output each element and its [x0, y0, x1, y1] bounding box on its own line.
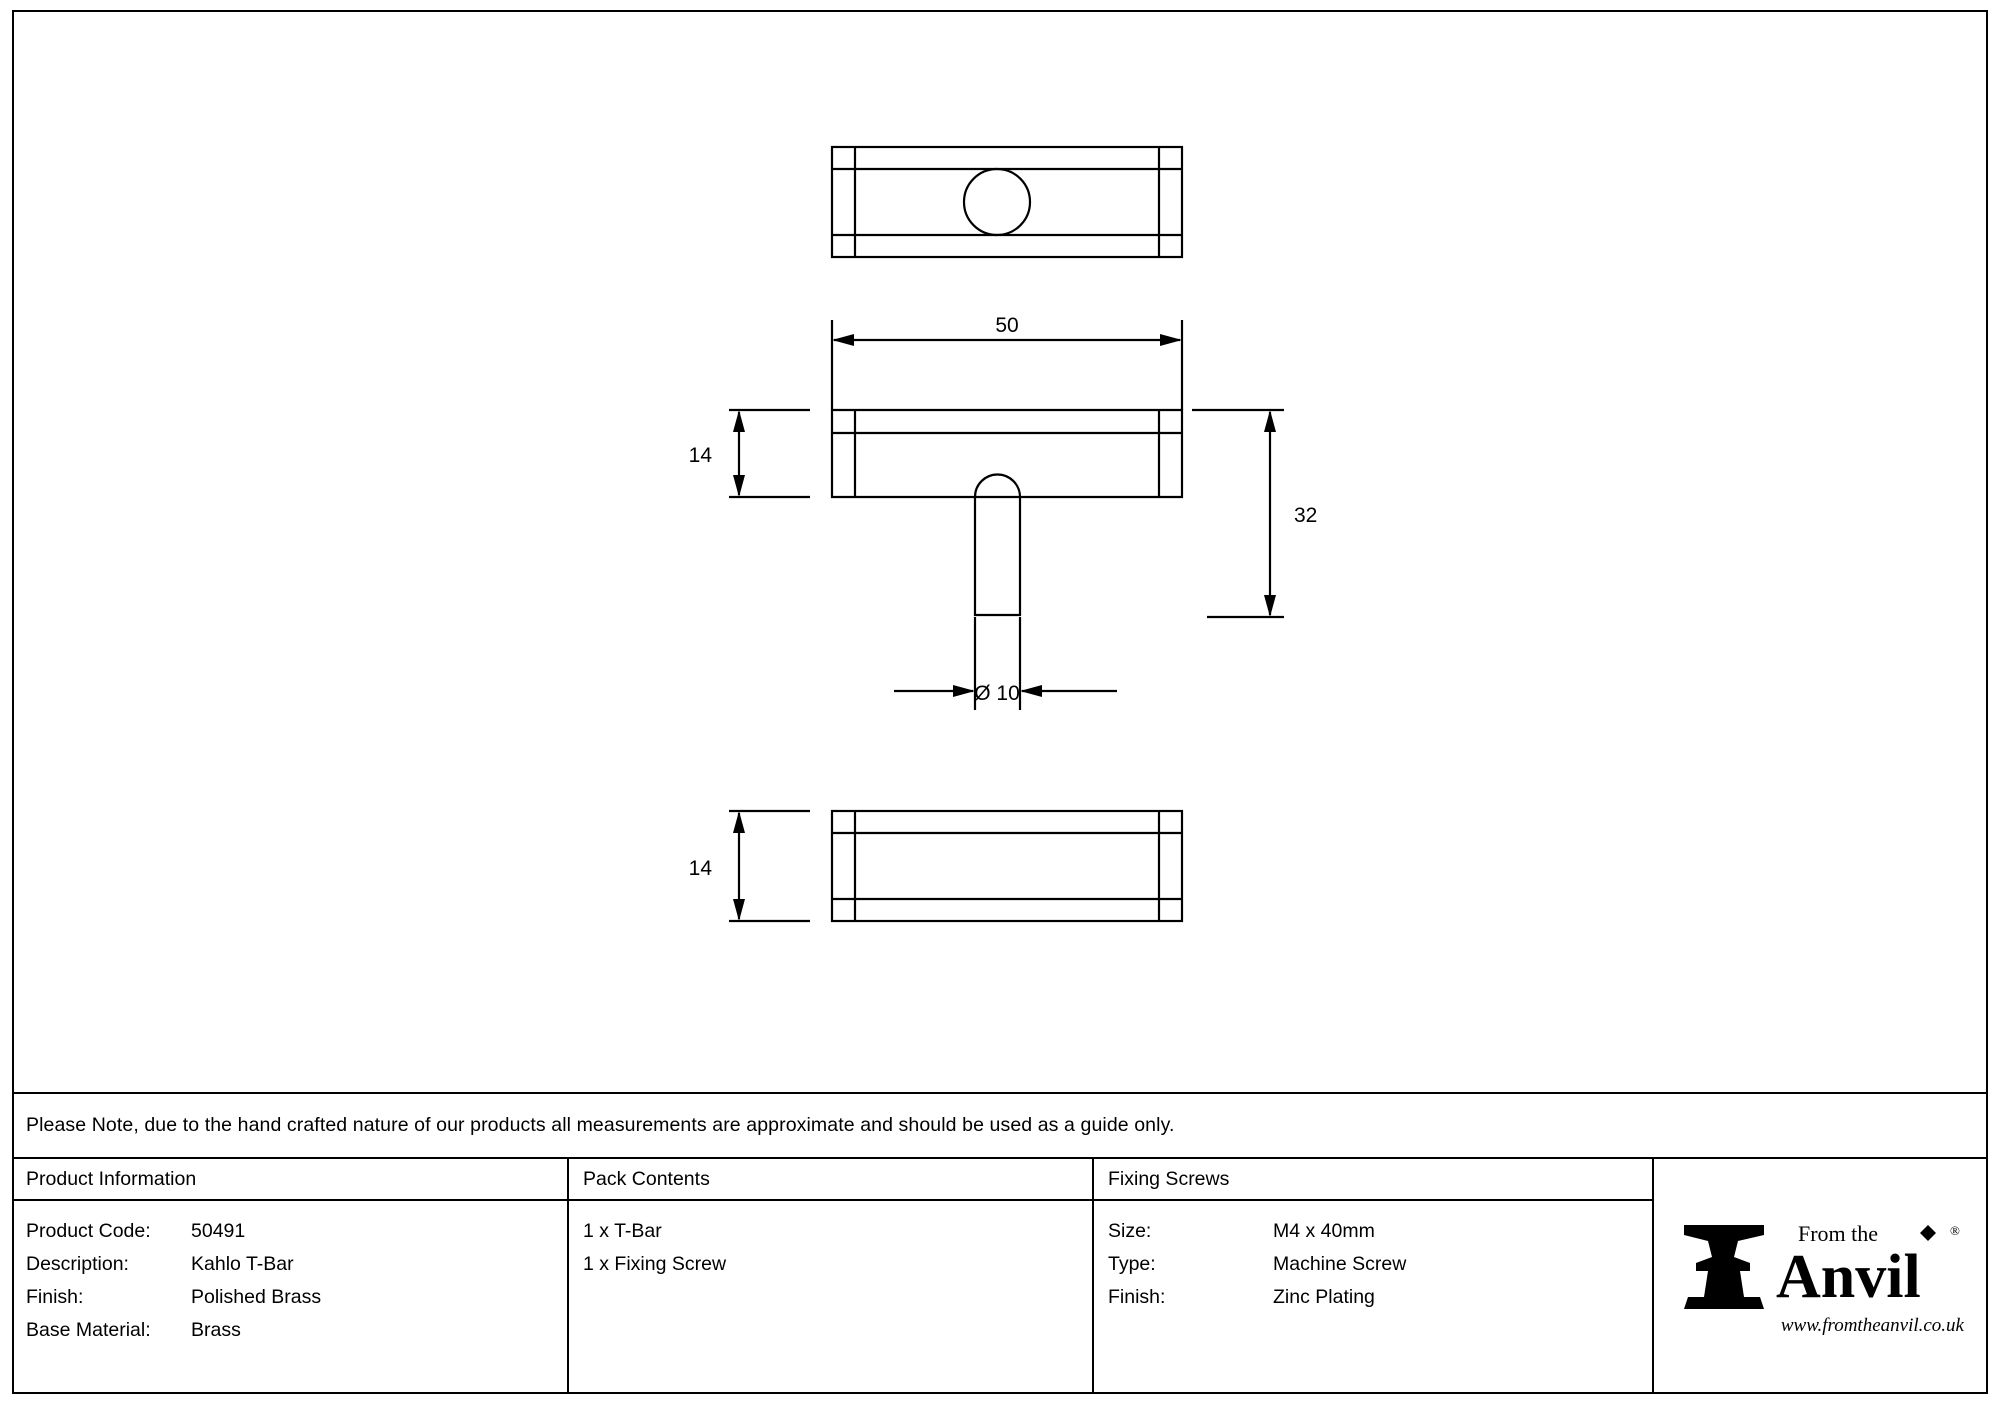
- fixing-screws-panel: [1094, 1159, 1654, 1394]
- dimension-label-diameter: Ø 10: [974, 682, 1020, 705]
- row-key: Description:: [26, 1253, 129, 1275]
- dimension-label-height-top: 14: [688, 444, 712, 467]
- fixing-screws-title: Fixing Screws: [1108, 1168, 1230, 1190]
- table-row: [1108, 1281, 1652, 1314]
- row-value: Polished Brass: [191, 1286, 322, 1308]
- dimension-height-32: [1192, 410, 1284, 617]
- row-key: Base Material:: [26, 1319, 151, 1341]
- table-row: [26, 1314, 567, 1347]
- pack-contents-title: Pack Contents: [583, 1168, 710, 1190]
- logo-from-the: From the: [1798, 1221, 1879, 1246]
- product-drawing: [12, 10, 1988, 1092]
- row-key: Finish:: [1108, 1286, 1166, 1308]
- table-row: [26, 1281, 567, 1314]
- row-key: Product Code:: [26, 1220, 151, 1242]
- anvil-icon: [1684, 1225, 1764, 1309]
- fixing-screws-list: [1094, 1201, 1652, 1314]
- top-view: [832, 147, 1182, 257]
- row-value: Machine Screw: [1273, 1253, 1407, 1275]
- row-value: Zinc Plating: [1273, 1286, 1375, 1308]
- from-the-anvil-logo: [1678, 1201, 1968, 1351]
- pack-contents-list: [569, 1201, 1092, 1281]
- logo-anvil-wordmark: Anvil: [1776, 1243, 1921, 1311]
- row-key: Size:: [1108, 1220, 1152, 1242]
- dimension-height-14-bottom: [729, 811, 810, 921]
- bottom-view: [832, 811, 1182, 921]
- dimension-label-height-bottom: 14: [688, 857, 712, 880]
- row-key: Finish:: [26, 1286, 84, 1308]
- approximate-measurements-note: Please Note, due to the hand crafted nature of our products all measurements are approximate and should be used as a guide only.: [26, 1114, 1175, 1136]
- pack-contents-panel: [569, 1159, 1094, 1394]
- branding-panel: [1654, 1159, 1986, 1394]
- dimension-label-total-height: 32: [1294, 504, 1318, 527]
- logo-wrap: [1654, 1159, 1986, 1394]
- table-row: [1108, 1215, 1652, 1248]
- list-item: 1 x T-Bar: [583, 1220, 662, 1242]
- table-row: [1108, 1248, 1652, 1281]
- product-information-title: Product Information: [26, 1168, 197, 1190]
- note-row: [12, 1092, 1988, 1157]
- row-value: M4 x 40mm: [1273, 1220, 1375, 1242]
- front-view: [832, 410, 1182, 615]
- list-item: 1 x Fixing Screw: [583, 1253, 727, 1275]
- diamond-icon: [1920, 1225, 1936, 1241]
- drawing-area: [12, 10, 1988, 1092]
- product-information-panel: [12, 1159, 569, 1394]
- table-row: [26, 1248, 567, 1281]
- dimension-height-14-top: [729, 410, 810, 497]
- logo-website: www.fromtheanvil.co.uk: [1780, 1315, 1964, 1336]
- logo-registered-mark: ®: [1950, 1223, 1960, 1238]
- row-value: Kahlo T-Bar: [191, 1253, 294, 1275]
- row-key: Type:: [1108, 1253, 1156, 1275]
- information-table: [12, 1157, 1988, 1394]
- row-value: Brass: [191, 1319, 241, 1341]
- table-row: [26, 1215, 567, 1248]
- dimension-label-width: 50: [995, 314, 1019, 337]
- row-value: 50491: [191, 1220, 246, 1242]
- product-information-list: [12, 1201, 567, 1347]
